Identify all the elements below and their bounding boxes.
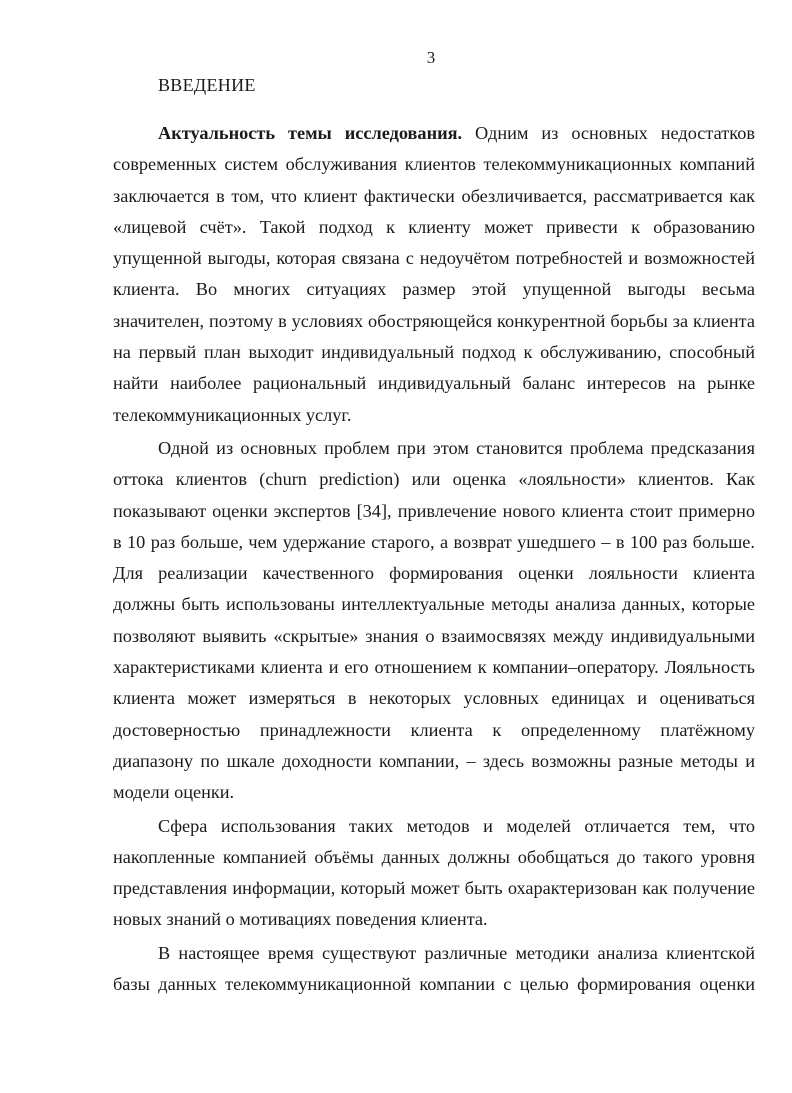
paragraph-text: Одним из основных недостатков современных систем обслуживания клиентов телекоммуникационных компаний заключается в том, что клиент фактически обезличивается, рассматривается как «лицевой счёт». Такой подход к клиенту может привести к образованию упущенной выгоды, которая связана с недоучётом потребностей и возможностей клиента. Во многих ситуациях размер этой упущенной выгоды весьма значителен, поэтому в условиях обостряющейся конкурентной борьбы за клиента на первый план выходит индивидуальный подход к обслуживанию, способный найти наиболее рациональный индивидуальный баланс интересов на рынке телекоммуникационных услуг. <box>113 123 755 425</box>
paragraph-lead: Актуальность темы исследования. <box>158 123 463 143</box>
paragraph-churn: Одной из основных проблем при этом становится проблема предсказания оттока клиентов (churn prediction) или оценка «лояльности» клиентов. Как показывают оценки экспертов [34], привлечение нового клиента стоит примерно в 10 раз больше, чем удержание старого, а возврат ушедшего – в 100 раз больше. Для реализации качественного формирования оценки лояльности клиента должны быть использованы интеллектуальные методы анализа данных, которые позволяют выявить «скрытые» знания о взаимосвязях между индивидуальными характеристиками клиента и его отношением к компании–оператору. Лояльность клиента может измеряться в некоторых условных единицах и оцениваться достоверностью принадлежности клиента к определенному платёжному диапазону по шкале доходности компании, – здесь возможны разные методы и модели оценки. <box>113 437 755 803</box>
paragraph-relevance <box>113 118 755 431</box>
paragraph-current-methods: В настоящее время существуют различные методики анализа клиентской базы данных телекоммуникационной компании с целью формирования оценки <box>113 942 755 995</box>
section-heading: ВВЕДЕНИЕ <box>158 75 256 95</box>
body-text <box>113 118 755 1002</box>
page-number: 3 <box>426 48 436 67</box>
paragraph-methods-scope: Сфера использования таких методов и моделей отличается тем, что накопленные компанией объёмы данных должны обобщаться до такого уровня представления информации, который может быть охарактеризован как получение новых знаний о мотивациях поведения клиента. <box>113 815 755 930</box>
